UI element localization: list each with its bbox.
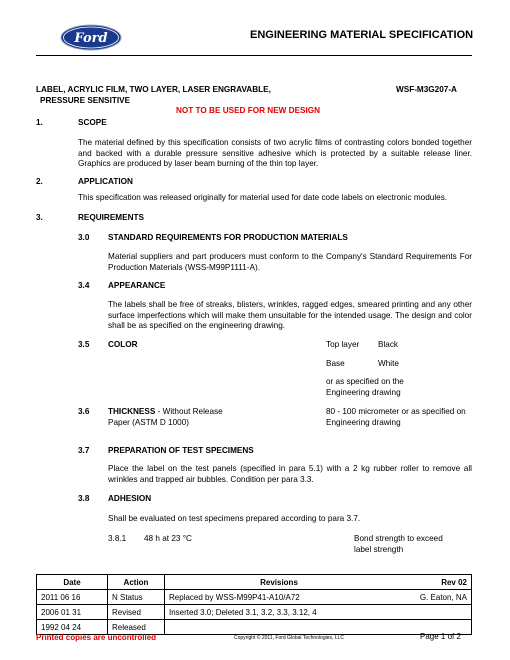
table-row bbox=[37, 590, 472, 605]
table-header-row bbox=[37, 575, 472, 590]
uncontrolled-copies-notice: Printed copies are uncontrolled bbox=[36, 633, 157, 642]
revision-table bbox=[36, 574, 472, 635]
standard-requirements-text: Material suppliers and part producers must conform to the Company's Standard Requirements For Production Materials (WSS-M99P1111-A). bbox=[108, 252, 472, 272]
subsection-title-standard-requirements: STANDARD REQUIREMENTS FOR PRODUCTION MATERIALS bbox=[108, 233, 348, 242]
cell-action: Revised bbox=[108, 605, 165, 620]
document-type-title: ENGINEERING MATERIAL SPECIFICATION bbox=[250, 29, 474, 41]
subsection-number: 3.5 bbox=[78, 340, 90, 349]
adhesion-requirement: Bond strength to exceed label strength bbox=[354, 534, 443, 554]
thickness-label bbox=[108, 407, 228, 428]
cell-revision bbox=[165, 620, 394, 635]
subsection-number: 3.8 bbox=[78, 494, 90, 503]
subsection-title-appearance: APPEARANCE bbox=[108, 281, 166, 290]
subsection-number: 3.4 bbox=[78, 281, 90, 290]
section-number: 2. bbox=[36, 177, 43, 186]
subsection-number: 3.7 bbox=[78, 446, 90, 455]
header-divider bbox=[36, 55, 472, 56]
section-title-requirements: REQUIREMENTS bbox=[78, 213, 144, 222]
subsection-number: 3.6 bbox=[78, 407, 90, 416]
cell-author: G. Eaton, NA bbox=[393, 590, 472, 605]
cell-date: 1992 04 24 bbox=[37, 620, 108, 635]
subsection-title-thickness: THICKNESS bbox=[108, 407, 156, 416]
section-title-application: APPLICATION bbox=[78, 177, 133, 186]
section-title-scope: SCOPE bbox=[78, 118, 107, 127]
section-number: 1. bbox=[36, 118, 43, 127]
cell-revision: Inserted 3.0; Deleted 3.1, 3.2, 3.3, 3.12, 4 bbox=[165, 605, 394, 620]
subsection-title-test-specimens: PREPARATION OF TEST SPECIMENS bbox=[108, 446, 254, 455]
cell-date: 2006 01 31 bbox=[37, 605, 108, 620]
application-text: This specification was released originally for material used for date code labels on electronic modules. bbox=[78, 193, 448, 202]
appearance-text: The labels shall be free of streaks, blisters, wrinkles, ragged edges, smeared printing and any other surface imperfections which will make them unsuitable for the intended usage. The design and color shall be as specified on the engineering drawing. bbox=[108, 300, 472, 330]
ford-logo bbox=[60, 24, 122, 51]
spec-number: WSF-M3G207-A bbox=[396, 85, 457, 94]
scope-text: The material defined by this specification consists of two acrylic films of contrasting colors bonded together and backed with a durable pressure sensitive adhesive which is protected by a suitable release liner. Graphics are produced by laser beam burning of the thin top layer. bbox=[78, 138, 472, 168]
cell-author bbox=[393, 605, 472, 620]
cell-action: Released bbox=[108, 620, 165, 635]
column-header-date: Date bbox=[37, 575, 108, 590]
copyright-notice: Copyright © 2011, Ford Global Technologies, LLC bbox=[234, 635, 344, 641]
color-top-value: Black bbox=[378, 340, 399, 349]
color-base-label: Base bbox=[326, 359, 345, 368]
adhesion-subsection-number: 3.8.1 bbox=[108, 534, 127, 543]
subsection-number: 3.0 bbox=[78, 233, 90, 242]
spec-title-line1: LABEL, ACRYLIC FILM, TWO LAYER, LASER ENGRAVABLE, bbox=[36, 85, 271, 94]
column-header-revisions: Revisions bbox=[165, 575, 394, 590]
adhesion-text: Shall be evaluated on test specimens prepared according to para 3.7. bbox=[108, 514, 361, 523]
column-header-action: Action bbox=[108, 575, 165, 590]
subsection-title-color: COLOR bbox=[108, 340, 138, 349]
color-base-value: White bbox=[378, 359, 399, 368]
cell-action: N Status bbox=[108, 590, 165, 605]
test-specimens-text: Place the label on the test panels (specified in para 5.1) with a 2 kg rubber roller to remove all wrinkles and trapped air bubbles. Condition per para 3.3. bbox=[108, 464, 472, 484]
cell-revision: Replaced by WSS-M99P41-A10/A72 bbox=[165, 590, 394, 605]
color-alternative: or as specified on the Engineering drawing bbox=[326, 377, 404, 397]
logo-text: Ford bbox=[74, 31, 108, 46]
cell-date: 2011 06 16 bbox=[37, 590, 108, 605]
status-warning: NOT TO BE USED FOR NEW DESIGN bbox=[176, 106, 321, 115]
section-number: 3. bbox=[36, 213, 43, 222]
thickness-value: 80 - 100 micrometer or as specified on Engineering drawing bbox=[326, 407, 466, 427]
subsection-title-adhesion: ADHESION bbox=[108, 494, 152, 503]
color-top-label: Top layer bbox=[326, 340, 360, 349]
column-header-rev-number: Rev 02 bbox=[393, 575, 472, 590]
spec-title-line2: PRESSURE SENSITIVE bbox=[40, 96, 131, 105]
thickness-condition: - Without Release Paper (ASTM D 1000) bbox=[108, 407, 223, 427]
table-row bbox=[37, 605, 472, 620]
adhesion-condition: 48 h at 23 °C bbox=[144, 534, 192, 543]
page-number: Page 1 of 2 bbox=[420, 632, 461, 641]
